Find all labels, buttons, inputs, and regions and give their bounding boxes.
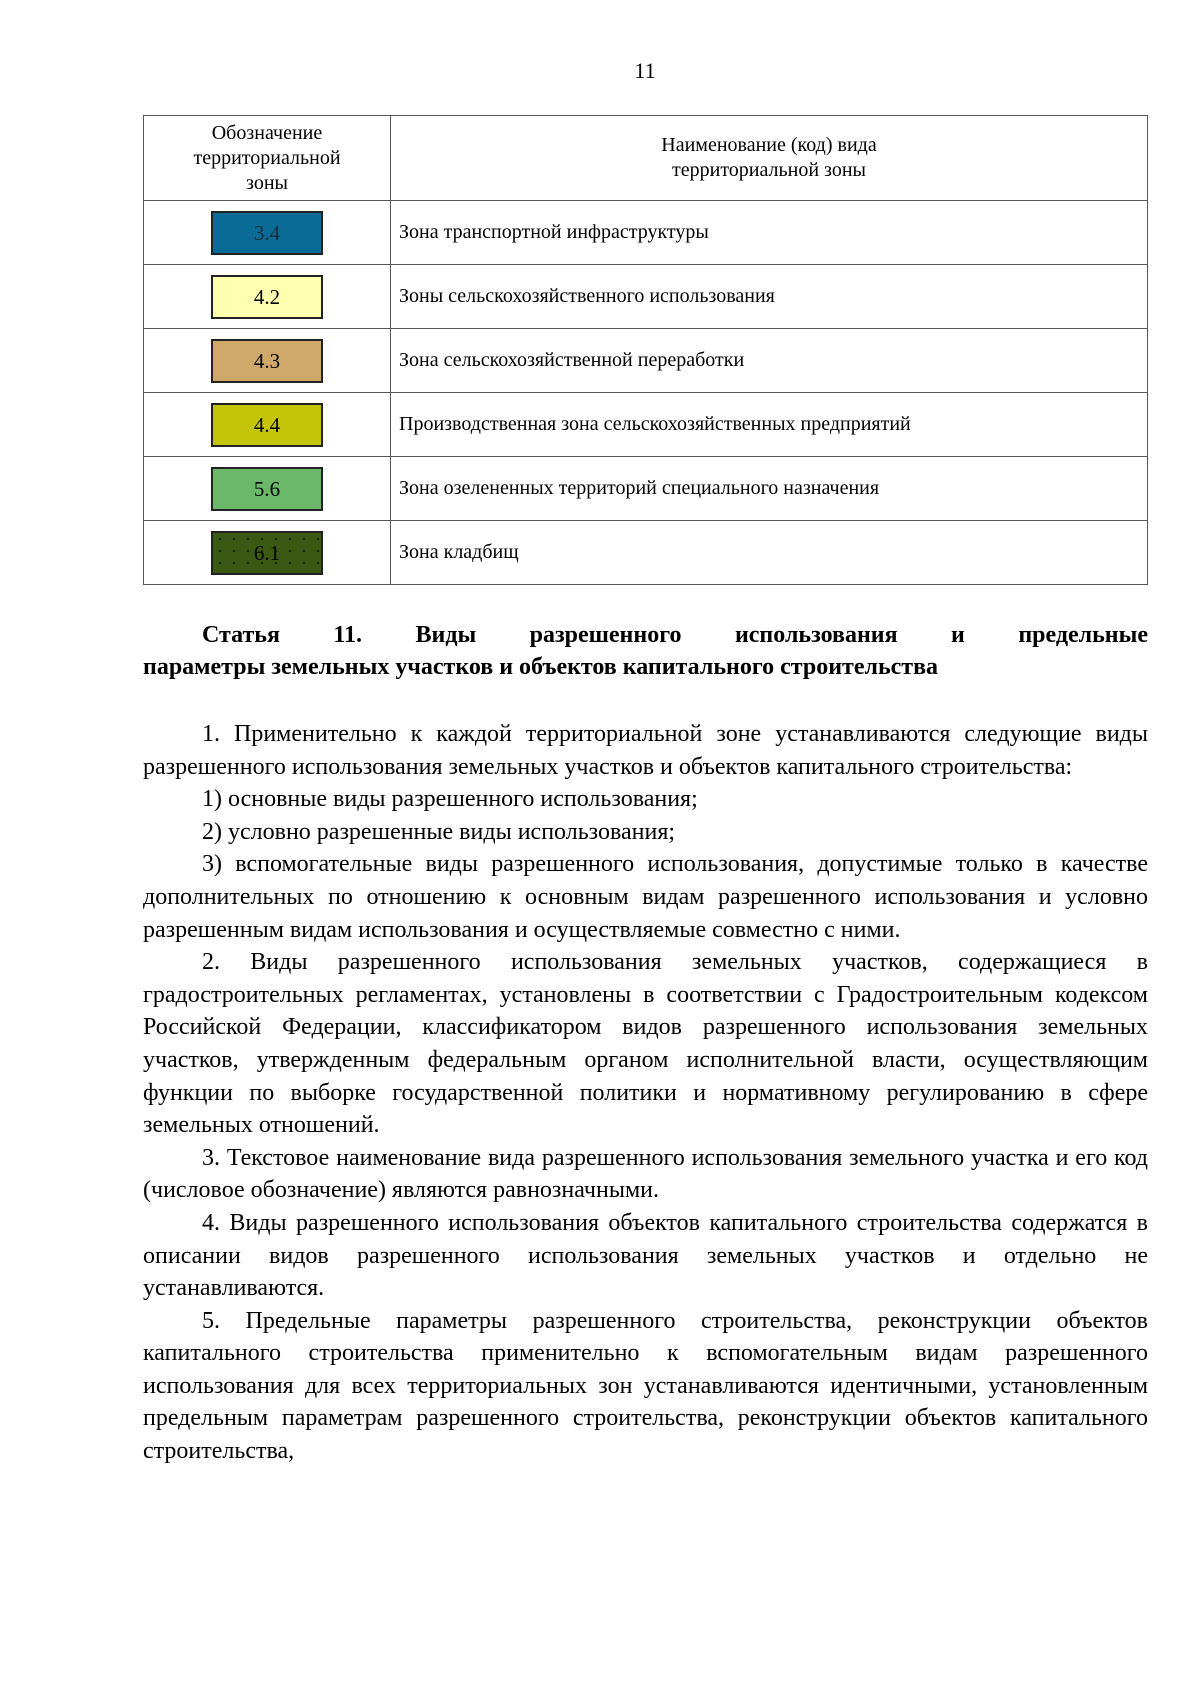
- paragraph-2: 2. Виды разрешенного использования земельных участков, содержащиеся в градостроительных регламентах, установлены в соответствии с Градостроительным кодексом Российской Федерации, классификатором видов разрешенного использования земельных участков, утвержденным федеральным органом исполнительной власти, осуществляющим функции по выборке государственной политики и нормативному регулированию в сфере земельных отношений.: [143, 949, 1148, 1139]
- table-row: [144, 393, 1148, 457]
- zone-swatch-cell: [144, 329, 391, 393]
- zone-name: Производственная зона сельскохозяйственных предприятий: [391, 393, 1148, 457]
- paragraph-1-item-2: 2) условно разрешенные виды использования;: [202, 818, 676, 845]
- table-row: [144, 457, 1148, 521]
- article-title-line1: Статья 11. Виды разрешенного использования и предельные: [202, 622, 1148, 648]
- zone-swatch-cell: [144, 521, 391, 585]
- zone-name: Зона кладбищ: [391, 521, 1148, 585]
- article-title-line2: параметры земельных участков и объектов капитального строительства: [143, 654, 939, 680]
- zone-name: Зона сельскохозяйственной переработки: [391, 329, 1148, 393]
- article-body: [143, 718, 1148, 1468]
- zone-swatch-cell: [144, 265, 391, 329]
- zone-swatch-cell: [144, 201, 391, 265]
- zone-name: Зоны сельскохозяйственного использования: [391, 265, 1148, 329]
- table-row: [144, 201, 1148, 265]
- article-title: [143, 619, 1148, 683]
- zone-swatch-cell: [144, 457, 391, 521]
- header-zone-name-line2: территориальной зоны: [672, 159, 866, 181]
- header-designation: Обозначение территориальной зоны: [144, 116, 391, 201]
- header-zone-name: [391, 116, 1148, 201]
- paragraph-5: 5. Предельные параметры разрешенного строительства, реконструкции объектов капитального строительства применительно к вспомогательным видам разрешенного использования для всех территориальных зон устанавливаются идентичными, установленным предельным параметрам разрешенного строительства, реконструкции объектов капитального строительства,: [143, 1307, 1148, 1465]
- zone-name: Зона транспортной инфраструктуры: [391, 201, 1148, 265]
- paragraph-3: 3. Текстовое наименование вида разрешенного использования земельного участка и его код (числовое обозначение) являются равнозначными.: [143, 1144, 1148, 1204]
- table-header-row: [144, 116, 1148, 201]
- zone-color-swatch: 4.2: [211, 275, 323, 319]
- zone-color-swatch: 5.6: [211, 467, 323, 511]
- zones-table: [143, 115, 1148, 585]
- paragraph-1: 1. Применительно к каждой территориальной зоне устанавливаются следующие виды разрешенного использования земельных участков и объектов капитального строительства:: [143, 721, 1148, 780]
- table-row: [144, 329, 1148, 393]
- zone-color-swatch: 3.4: [211, 211, 323, 255]
- table-row: [144, 521, 1148, 585]
- zone-color-swatch: 4.4: [211, 403, 323, 447]
- zone-color-swatch: 4.3: [211, 339, 323, 383]
- paragraph-1-item-1: 1) основные виды разрешенного использования;: [202, 786, 698, 813]
- zone-color-swatch: 6.1: [211, 531, 323, 575]
- table-row: [144, 265, 1148, 329]
- header-zone-name-line1: Наименование (код) вида: [661, 134, 877, 156]
- paragraph-1-item-3: 3) вспомогательные виды разрешенного использования, допустимые только в качестве дополнительных по отношению к основным видам разрешенного использования и условно разрешенным видам использования и осуществляемые совместно с ними.: [143, 851, 1148, 943]
- zone-name: Зона озелененных территорий специального назначения: [391, 457, 1148, 521]
- paragraph-4: 4. Виды разрешенного использования объектов капитального строительства содержатся в описании видов разрешенного использования земельных участков и отдельно не устанавливаются.: [143, 1209, 1148, 1302]
- zone-swatch-cell: [144, 393, 391, 457]
- page-number: 11: [634, 58, 656, 83]
